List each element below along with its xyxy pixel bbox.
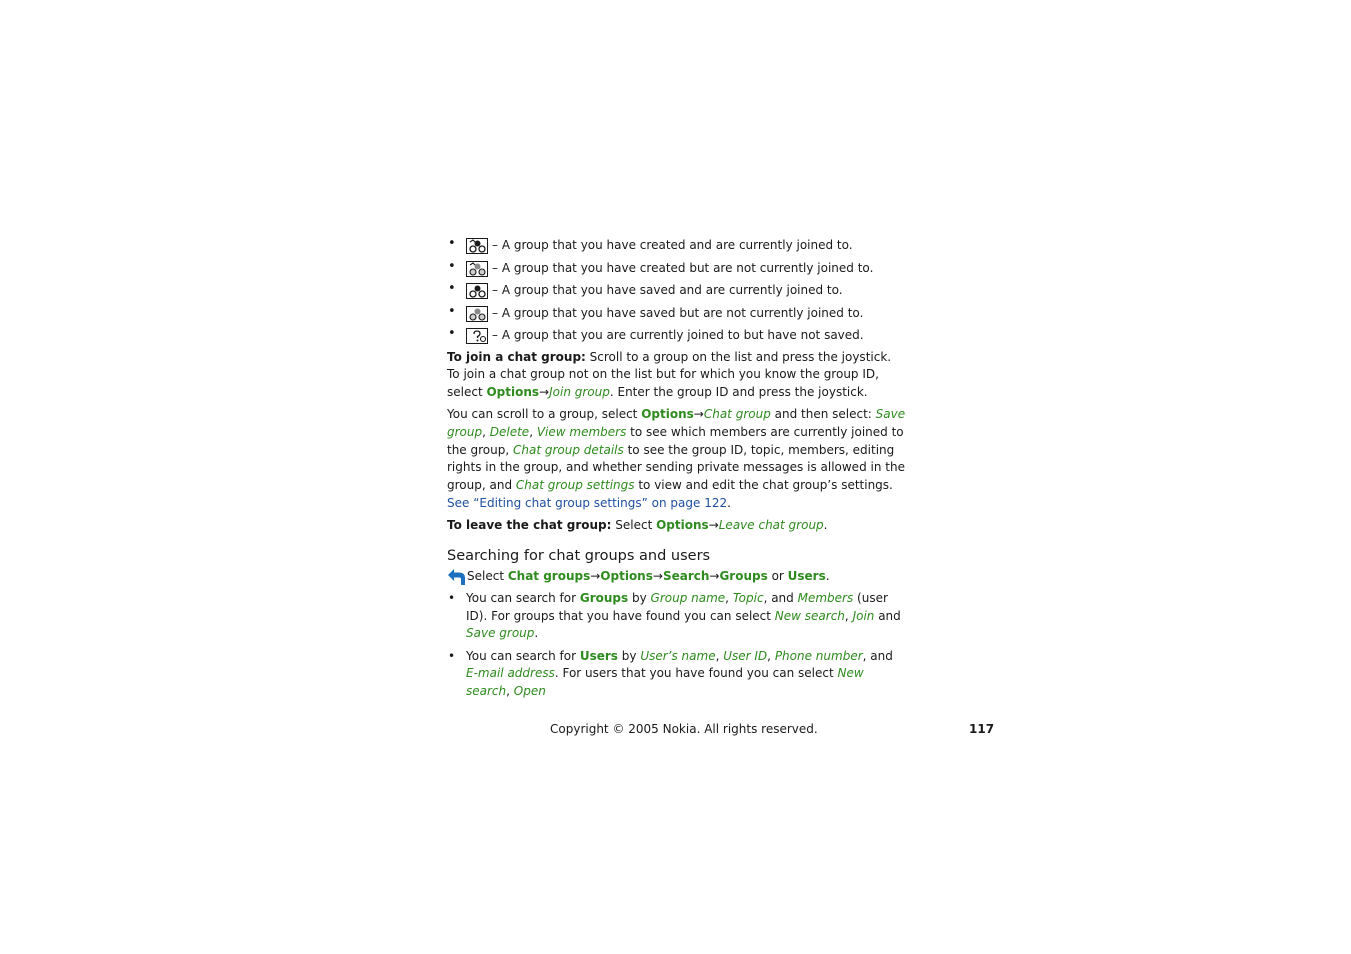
shortcut-arrow-icon: [447, 568, 467, 592]
scroll-text: to see which members are currently joined to the group,: [447, 424, 904, 457]
new-search-ref: New search: [466, 666, 864, 698]
page-content: [447, 235, 907, 705]
group-saved-joined-icon: [466, 283, 488, 299]
select-instruction: [447, 568, 907, 586]
menu-arrow: →: [539, 384, 550, 399]
legend-item: [447, 325, 907, 348]
cross-reference-link[interactable]: See “Editing chat group settings” on page 122: [447, 495, 728, 510]
chat-group-settings-ref: Chat group settings: [515, 477, 635, 492]
legend-text: – A group that you are currently joined to but have not saved.: [492, 328, 864, 343]
separator: ,: [725, 590, 733, 605]
bullet-text: by: [628, 590, 651, 605]
join-text: Scroll to a group on the list and press the joystick. To join a chat group not on the list but for which you know the group ID, select: [447, 349, 892, 399]
leave-text: Select: [611, 517, 657, 532]
separator: ,: [482, 424, 490, 439]
bullet-text: , and: [862, 648, 893, 663]
separator: ,: [506, 683, 514, 698]
scroll-text: .: [727, 495, 731, 510]
menu-arrow: →: [708, 517, 719, 532]
bullet-text: You can search for: [466, 590, 580, 605]
options-menu-ref: Options: [656, 517, 709, 532]
menu-arrow: →: [693, 407, 704, 422]
separator: ,: [529, 424, 537, 439]
scroll-text: to view and edit the chat group’s settings.: [634, 477, 893, 492]
leave-paragraph: [447, 517, 907, 535]
separator: ,: [844, 608, 853, 623]
bullet: •: [448, 303, 456, 319]
email-address-ref: E-mail address: [466, 666, 555, 681]
separator: ,: [715, 648, 724, 663]
scroll-text: You can scroll to a group, select: [447, 407, 642, 422]
menu-arrow: →: [590, 569, 601, 584]
options-menu-ref: Options: [641, 407, 694, 422]
legend-item: [447, 258, 907, 281]
scroll-paragraph: [447, 406, 907, 512]
groups-ref: Groups: [719, 569, 768, 584]
copyright-notice: Copyright © 2005 Nokia. All rights reserved.: [550, 722, 818, 736]
members-ref: Members: [797, 590, 854, 605]
group-name-ref: Group name: [650, 590, 726, 605]
menu-arrow: →: [709, 569, 720, 584]
leave-text: .: [823, 517, 828, 532]
options-menu-ref: Options: [600, 569, 653, 584]
search-groups-bullet: [447, 590, 907, 643]
group-created-joined-icon: [466, 238, 488, 254]
delete-ref: Delete: [489, 424, 530, 439]
user-id-ref: User ID: [723, 648, 768, 663]
join-paragraph: [447, 349, 907, 402]
legend-item: [447, 303, 907, 326]
phone-number-ref: Phone number: [774, 648, 863, 663]
chat-group-ref: Chat group: [703, 407, 771, 422]
legend-item: [447, 280, 907, 303]
legend-text: – A group that you have saved and are currently joined to.: [492, 283, 843, 298]
join-ref: Join: [852, 608, 875, 623]
users-name-ref: User’s name: [640, 648, 716, 663]
save-group-ref: Save group: [447, 407, 906, 439]
search-ref: Search: [662, 569, 710, 584]
section-heading: Searching for chat groups and users: [447, 547, 711, 564]
bullet-text: .: [534, 626, 539, 641]
chat-groups-ref: Chat groups: [507, 569, 591, 584]
open-ref: Open: [513, 683, 546, 698]
bullet: •: [448, 281, 456, 296]
chat-group-details-ref: Chat group details: [513, 442, 624, 457]
page-number: 117: [969, 722, 995, 736]
search-users-bullet: [447, 648, 907, 701]
bullet-text: , and: [763, 590, 798, 605]
group-created-not-joined-icon: [466, 261, 488, 277]
scroll-text: to see the group ID, topic, members, editing rights in the group, and whether sending private messages is allowed in the group, and: [447, 442, 905, 492]
users-ref: Users: [579, 648, 618, 663]
topic-ref: Topic: [732, 590, 764, 605]
users-ref: Users: [787, 569, 826, 584]
join-group-ref: Join group: [549, 384, 610, 399]
groups-ref: Groups: [579, 590, 629, 605]
new-search-ref: New search: [774, 608, 845, 623]
leave-lead: To leave the chat group:: [447, 517, 612, 532]
bullet-text: You can search for: [466, 648, 580, 663]
options-menu-ref: Options: [486, 384, 540, 399]
separator: ,: [767, 648, 775, 663]
bullet: •: [448, 648, 456, 663]
legend-text: – A group that you have created and are currently joined to.: [492, 238, 853, 253]
leave-chat-group-ref: Leave chat group: [718, 517, 824, 532]
scroll-text: and then select:: [770, 407, 876, 422]
bullet: •: [448, 236, 456, 251]
select-text: .: [825, 569, 830, 584]
menu-arrow: →: [652, 569, 663, 584]
bullet-text: (user ID). For groups that you have found you can select: [466, 590, 888, 623]
save-group-ref: Save group: [466, 626, 535, 641]
bullet-text: by: [617, 648, 641, 663]
group-saved-not-joined-icon: [466, 306, 488, 322]
select-text: or: [767, 569, 788, 584]
join-lead: To join a chat group:: [447, 349, 586, 364]
bullet: •: [448, 326, 456, 341]
group-joined-not-saved-icon: [466, 328, 488, 344]
legend-text: – A group that you have created but are not currently joined to.: [492, 260, 874, 275]
bullet-text: and: [874, 608, 901, 623]
legend-item: [447, 235, 907, 258]
bullet: •: [448, 590, 456, 605]
select-text: Select: [467, 569, 508, 584]
join-text: . Enter the group ID and press the joystick.: [609, 384, 868, 399]
view-members-ref: View members: [536, 424, 627, 439]
bullet: •: [448, 258, 456, 274]
bullet-text: . For users that you have found you can select: [554, 666, 838, 681]
legend-text: – A group that you have saved but are not currently joined to.: [492, 305, 864, 320]
